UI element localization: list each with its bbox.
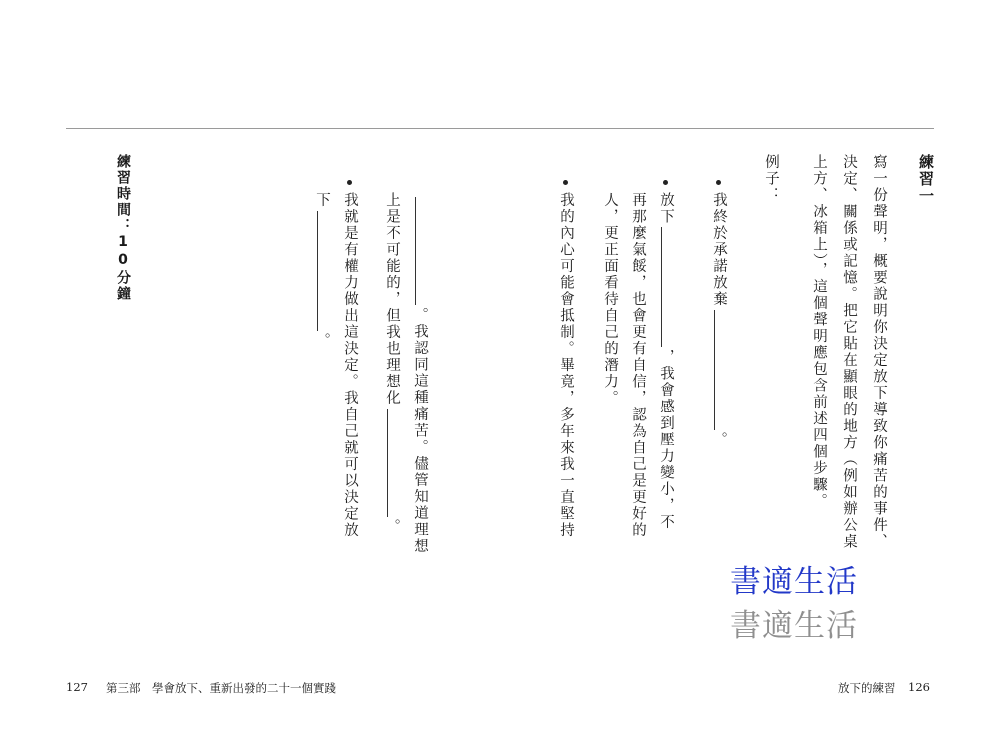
- publisher-watermark-blue: 書適生活: [730, 564, 858, 600]
- bullet-marker: [347, 180, 352, 185]
- item4-line-1: 我就是有權力做出這決定。我自己就可以決定放: [342, 192, 358, 539]
- item3-text-after: 。我認同這種痛苦。儘管知道理想: [412, 307, 428, 555]
- fill-in-blank: [415, 197, 426, 305]
- example-label: 例子：: [763, 154, 779, 204]
- item4-text-before: 下: [314, 192, 330, 209]
- item4-text-after: 。: [314, 332, 330, 349]
- right-page-number: 126: [908, 680, 930, 694]
- exercise-title: 練習一: [917, 154, 935, 205]
- left-running-head: 第三部 學會放下、重新出發的二十一個實踐: [106, 681, 336, 695]
- intro-line-1: 寫一份聲明，概要說明你決定放下導致你痛苦的事件、: [871, 154, 887, 550]
- item2-line-3: 人，更正面看待自己的潛力。: [602, 192, 618, 407]
- item1-text-after: 。: [711, 431, 727, 448]
- fill-in-blank: [714, 310, 725, 430]
- bullet-marker: [563, 180, 568, 185]
- intro-line-2: 決定、關係或記憶。把它貼在顯眼的地方（例如辦公桌: [841, 154, 857, 550]
- publisher-watermark-gray: 書適生活: [730, 608, 858, 644]
- item3-text-before: 上是不可能的，但我也理想化: [384, 192, 400, 407]
- item2-text-before: 放下: [658, 192, 674, 225]
- fill-in-blank: [387, 409, 398, 517]
- fill-in-blank: [661, 227, 672, 347]
- item2-text-after: ，我會感到壓力變小，不: [658, 349, 674, 531]
- header-rule: [66, 128, 934, 129]
- item3-line-1: 我的內心可能會抵制。畢竟，多年來我一直堅持: [558, 192, 574, 539]
- bullet-marker: [663, 180, 668, 185]
- item3-line-2: [409, 195, 431, 555]
- exercise-time-note: 練習時間：10分鐘: [115, 154, 131, 302]
- right-running-head: 放下的練習: [838, 681, 896, 695]
- item2-line-1: [655, 192, 677, 531]
- item3-line-3: [381, 192, 403, 535]
- left-page-number: 127: [66, 680, 88, 694]
- item1-text-before: 我終於承諾放棄: [711, 192, 727, 308]
- intro-line-3: 上方、冰箱上），這個聲明應包含前述四個步驟。: [811, 154, 827, 510]
- item2-line-2: 再那麼氣餒，也會更有自信，認為自己是更好的: [630, 192, 646, 539]
- fill-in-blank: [317, 211, 328, 331]
- bullet-marker: [716, 180, 721, 185]
- item3-text-end: 。: [384, 518, 400, 535]
- item4-line-2: [311, 192, 333, 349]
- item1-line: [708, 192, 730, 448]
